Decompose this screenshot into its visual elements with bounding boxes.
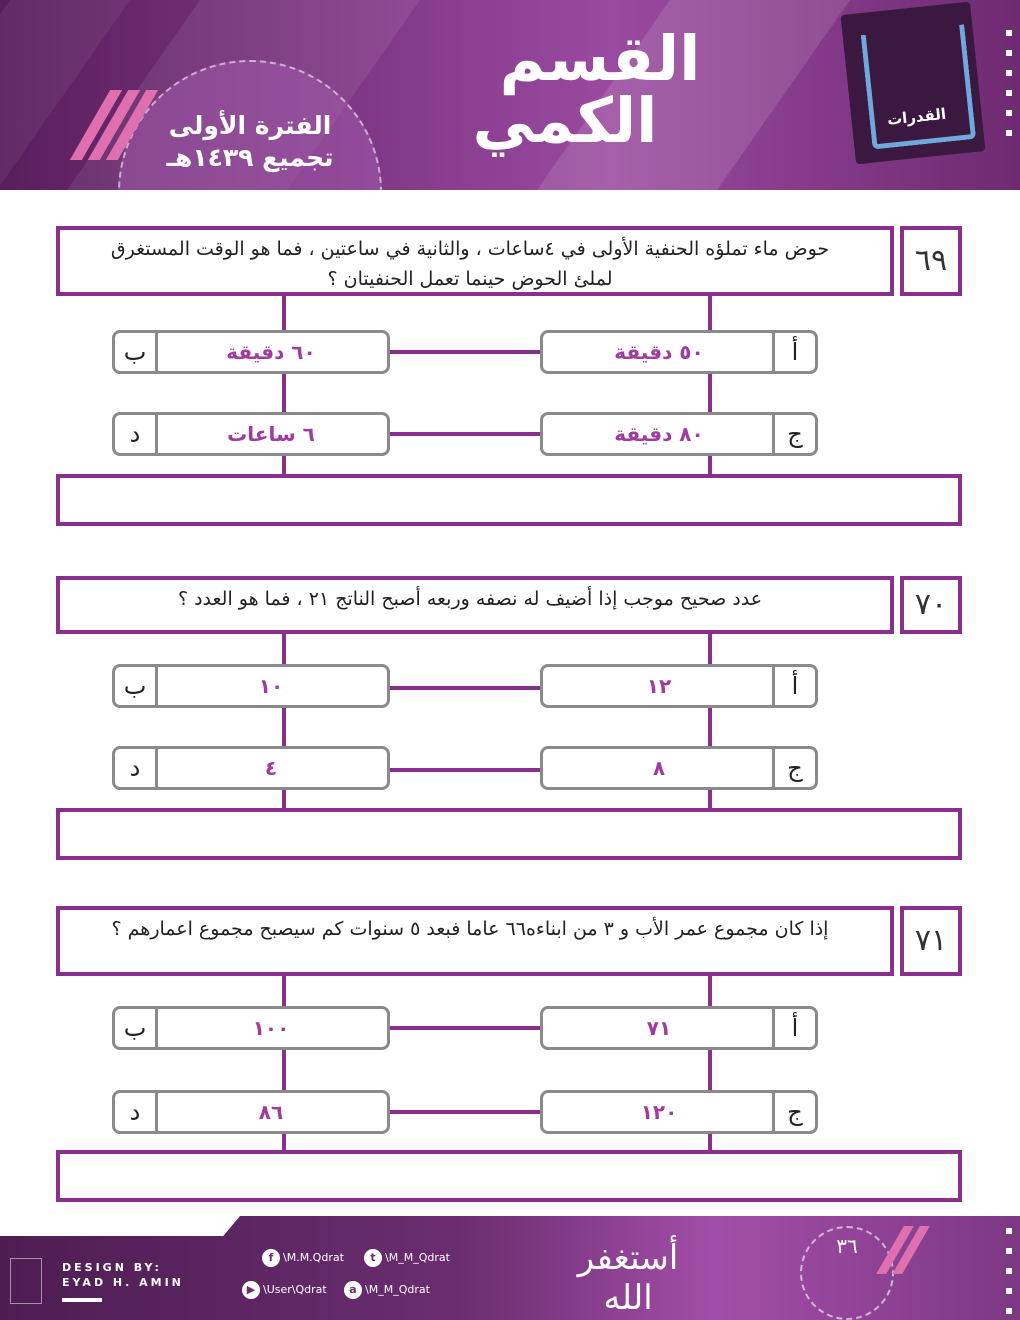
option-label: أ [772, 1009, 815, 1047]
option-c[interactable] [540, 746, 818, 790]
option-label: د [115, 749, 158, 787]
period-line1: الفترة الأولى [168, 111, 332, 140]
youtube-link[interactable] [242, 1280, 327, 1300]
option-label: ب [115, 1009, 158, 1047]
option-value: ٧١ [646, 1016, 672, 1040]
youtube-icon: ▶ [242, 1281, 260, 1299]
footer-dots [1006, 1228, 1016, 1320]
option-value: ١٢ [646, 674, 672, 698]
footer-decor-bars [890, 1226, 930, 1276]
question-box [56, 226, 894, 296]
option-value: ١٠ [258, 674, 284, 698]
facebook-handle: \M.M.Qdrat [283, 1251, 344, 1264]
option-value: ٤ [264, 756, 278, 780]
option-d[interactable] [112, 746, 390, 790]
period-line2: تجميع ١٤٣٩هـ [166, 143, 334, 172]
youtube-handle: \User\Qdrat [263, 1283, 327, 1296]
ask-handle: \M_M_Qdrat [365, 1283, 430, 1296]
connector-line [386, 1110, 546, 1114]
option-d[interactable] [112, 1090, 390, 1134]
design-line2: EYAD H. AMIN [62, 1276, 184, 1289]
book-icon [861, 24, 976, 149]
title-line2: الكمي [472, 84, 658, 157]
connector-line [386, 1026, 546, 1030]
question-block [56, 226, 962, 526]
page-title [420, 22, 780, 157]
header-decor-bars [90, 90, 136, 160]
title-line1: القسم [499, 22, 701, 95]
period-label [145, 110, 355, 174]
estighfar-calligraphy: أستغفر الله [577, 1238, 679, 1318]
design-credit [62, 1260, 184, 1302]
designer-signature [10, 1258, 42, 1304]
question-number: ٦٩ [900, 226, 962, 296]
option-value: ١٢٠ [640, 1100, 678, 1124]
answer-box[interactable] [56, 808, 962, 860]
connector-line [386, 432, 546, 436]
option-b[interactable] [112, 1006, 390, 1050]
option-label: أ [772, 667, 815, 705]
option-c[interactable] [540, 412, 818, 456]
option-a[interactable] [540, 1006, 818, 1050]
twitter-link[interactable] [364, 1248, 450, 1268]
answer-box[interactable] [56, 1150, 962, 1202]
option-value: ٨ [652, 756, 666, 780]
option-label: ج [772, 1093, 815, 1131]
option-label: د [115, 415, 158, 453]
option-b[interactable] [112, 330, 390, 374]
option-label: أ [772, 333, 815, 371]
answer-box[interactable] [56, 474, 962, 526]
facebook-icon: f [262, 1249, 280, 1267]
question-box [56, 906, 894, 976]
ask-icon: a [344, 1281, 362, 1299]
option-label: ب [115, 333, 158, 371]
design-line1: DESIGN BY: [62, 1261, 162, 1274]
question-number: ٧٠ [900, 576, 962, 634]
qudrat-logo [841, 2, 986, 165]
option-label: ج [772, 415, 815, 453]
option-label: ج [772, 749, 815, 787]
option-c[interactable] [540, 1090, 818, 1134]
twitter-handle: \M_M_Qdrat [385, 1251, 450, 1264]
option-value: ٦ ساعات [227, 422, 315, 446]
option-label: ب [115, 667, 158, 705]
option-value: ٥٠ دقيقة [614, 340, 704, 364]
question-block [56, 576, 962, 866]
question-text: عدد صحيح موجب إذا أضيف له نصفه وربعه أصبح الناتج ٢١ ، فما هو العدد ؟ [177, 588, 763, 610]
page-footer [0, 1216, 1020, 1320]
option-b[interactable] [112, 664, 390, 708]
logo-text: القدرات [886, 104, 947, 129]
option-value: ٦٠ دقيقة [226, 340, 316, 364]
connector-line [386, 768, 546, 772]
header-dots [1006, 30, 1016, 150]
design-underline [62, 1298, 102, 1302]
page-number: ٣٦ [836, 1234, 858, 1258]
option-value: ٨٦ [258, 1100, 284, 1124]
facebook-link[interactable] [262, 1248, 344, 1268]
option-d[interactable] [112, 412, 390, 456]
connector-line [386, 350, 546, 354]
footer-notch [0, 1216, 240, 1236]
twitter-icon: t [364, 1249, 382, 1267]
option-value: ٨٠ دقيقة [614, 422, 704, 446]
question-block [56, 906, 962, 1196]
question-text: إذا كان مجموع عمر الأب و ٣ من ابناءه٦٦ عاما فبعد ٥ سنوات كم سيصبح مجموع اعمارهم ؟ [111, 918, 829, 940]
page-header [0, 0, 1020, 190]
question-number: ٧١ [900, 906, 962, 976]
question-box [56, 576, 894, 634]
ask-link[interactable] [344, 1280, 430, 1300]
question-text: حوض ماء تملؤه الحنفية الأولى في ٤ساعات ، والثانية في ساعتين ، فما هو الوقت المستغرق لملئ الحوض حينما تعمل الحنفيتان ؟ [110, 238, 830, 290]
option-value: ١٠٠ [252, 1016, 290, 1040]
option-a[interactable] [540, 664, 818, 708]
option-label: د [115, 1093, 158, 1131]
option-a[interactable] [540, 330, 818, 374]
connector-line [386, 686, 546, 690]
